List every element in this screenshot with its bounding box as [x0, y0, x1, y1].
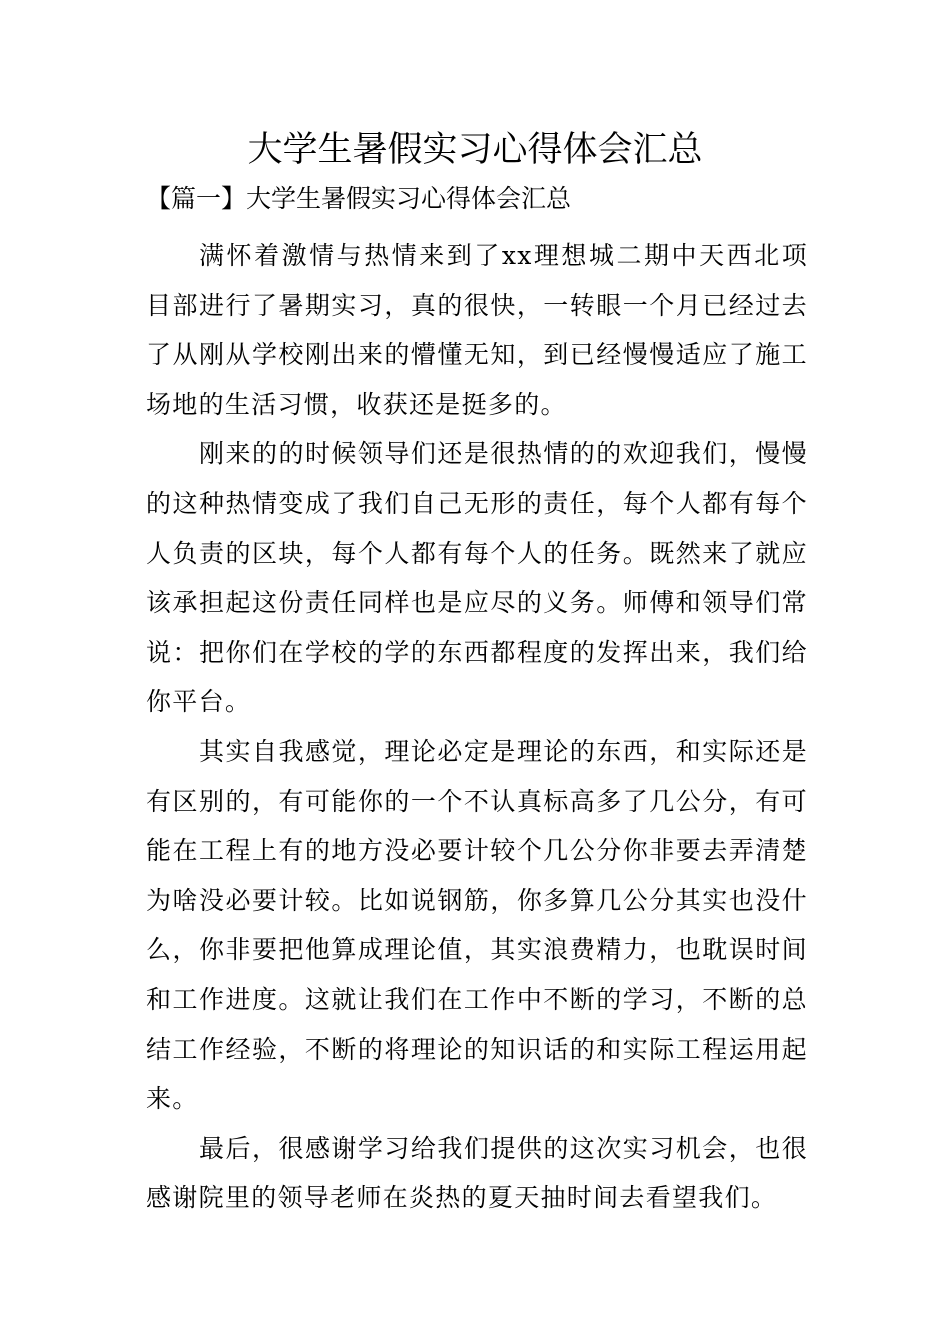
- paragraph: 最后，很感谢学习给我们提供的这次实习机会，也很感谢院里的领导老师在炎热的夏天抽时间去看望我们。: [146, 1133, 808, 1213]
- paragraph: 其实自我感觉，理论必定是理论的东西，和实际还是有区别的，有可能你的一个不认真标高多了几公分，有可能在工程上有的地方没必要计较个几公分你非要去弄清楚为啥没必要计较。比如说钢筋，你多算几公分其实也没什么，你非要把他算成理论值，其实浪费精力，也耽误时间和工作进度。这就让我们在工作中不断的学习，不断的总结工作经验，不断的将理论的知识话的和实际工程运用起来。: [146, 736, 808, 1114]
- paragraph: 刚来的的时候领导们还是很热情的的欢迎我们，慢慢的这种热情变成了我们自己无形的责任，每个人都有每个人负责的区块，每个人都有每个人的任务。既然来了就应该承担起这份责任同样也是应尽的义务。师傅和领导们常说：把你们在学校的学的东西都程度的发挥出来，我们给你平台。: [146, 439, 808, 717]
- section-heading: 【篇一】大学生暑假实习心得体会汇总: [146, 184, 572, 213]
- document-title: 大学生暑假实习心得体会汇总: [247, 130, 703, 170]
- document-body: [146, 231, 808, 1223]
- paragraph: 满怀着激情与热情来到了xx理想城二期中天西北项目部进行了暑期实习，真的很快，一转眼一个月已经过去了从刚从学校刚出来的懵懂无知，到已经慢慢适应了施工场地的生活习惯，收获还是挺多的。: [146, 241, 808, 419]
